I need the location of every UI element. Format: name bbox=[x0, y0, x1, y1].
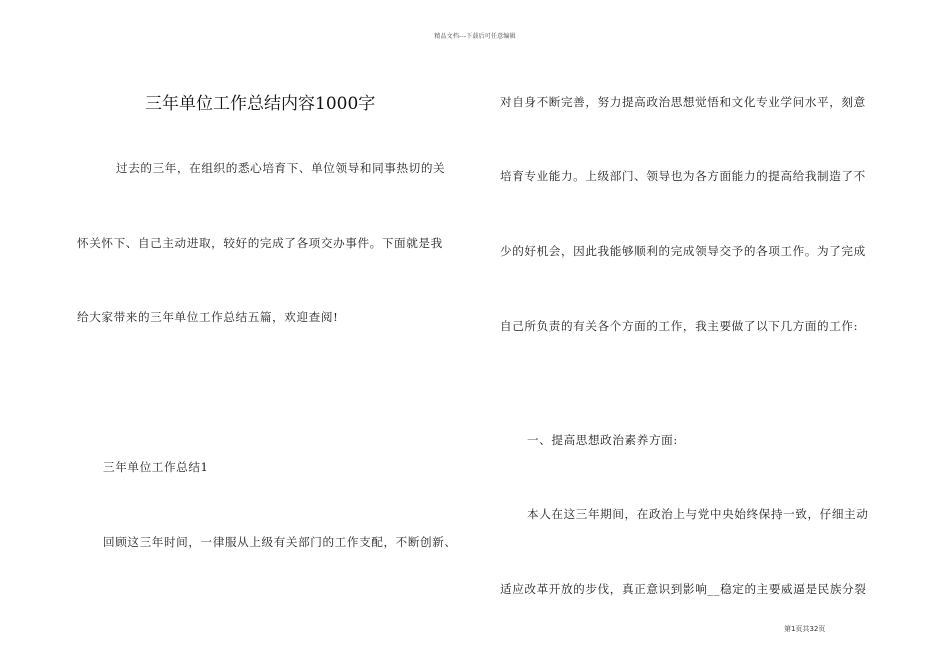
left-paragraph-line: 怀关怀下、自己主动进取，较好的完成了各项交办事件。下面就是我 bbox=[77, 236, 443, 250]
right-paragraph-line: 自己所负责的有关各个方面的工作，我主要做了以下几方面的工作: bbox=[500, 319, 859, 333]
left-paragraph-line: 过去的三年，在组织的悉心培育下、单位领导和同事热切的关 bbox=[116, 161, 446, 175]
section-heading: 三年单位工作总结1 bbox=[103, 460, 209, 474]
page-indicator: 第1页共32页 bbox=[784, 625, 826, 633]
left-paragraph-line: 回顾这三年时间，一律服从上级有关部门的工作支配，不断创新、 bbox=[103, 535, 457, 549]
left-paragraph-line: 给大家带来的三年单位工作总结五篇，欢迎查阅! bbox=[77, 310, 339, 324]
page-title: 三年单位工作总结内容1000字 bbox=[145, 94, 376, 114]
section-heading: 一、提高思想政治素养方面: bbox=[527, 433, 678, 447]
right-paragraph-line: 对自身不断完善，努力提高政治思想觉悟和文化专业学问水平，刻意 bbox=[500, 95, 866, 109]
header-note: 精品文档---下载后可任意编辑 bbox=[434, 33, 516, 40]
right-paragraph-line: 少的好机会，因此我能够顺利的完成领导交予的各项工作。为了完成 bbox=[500, 244, 866, 258]
right-paragraph-line: 本人在这三年期间，在政治上与党中央始终保持一致，仔细主动 bbox=[527, 507, 869, 521]
right-paragraph-line: 适应改革开放的步伐，真正意识到影响__稳定的主要威逼是民族分裂 bbox=[500, 582, 867, 596]
right-paragraph-line: 培育专业能力。上级部门、领导也为各方面能力的提高给我制造了不 bbox=[500, 169, 866, 183]
